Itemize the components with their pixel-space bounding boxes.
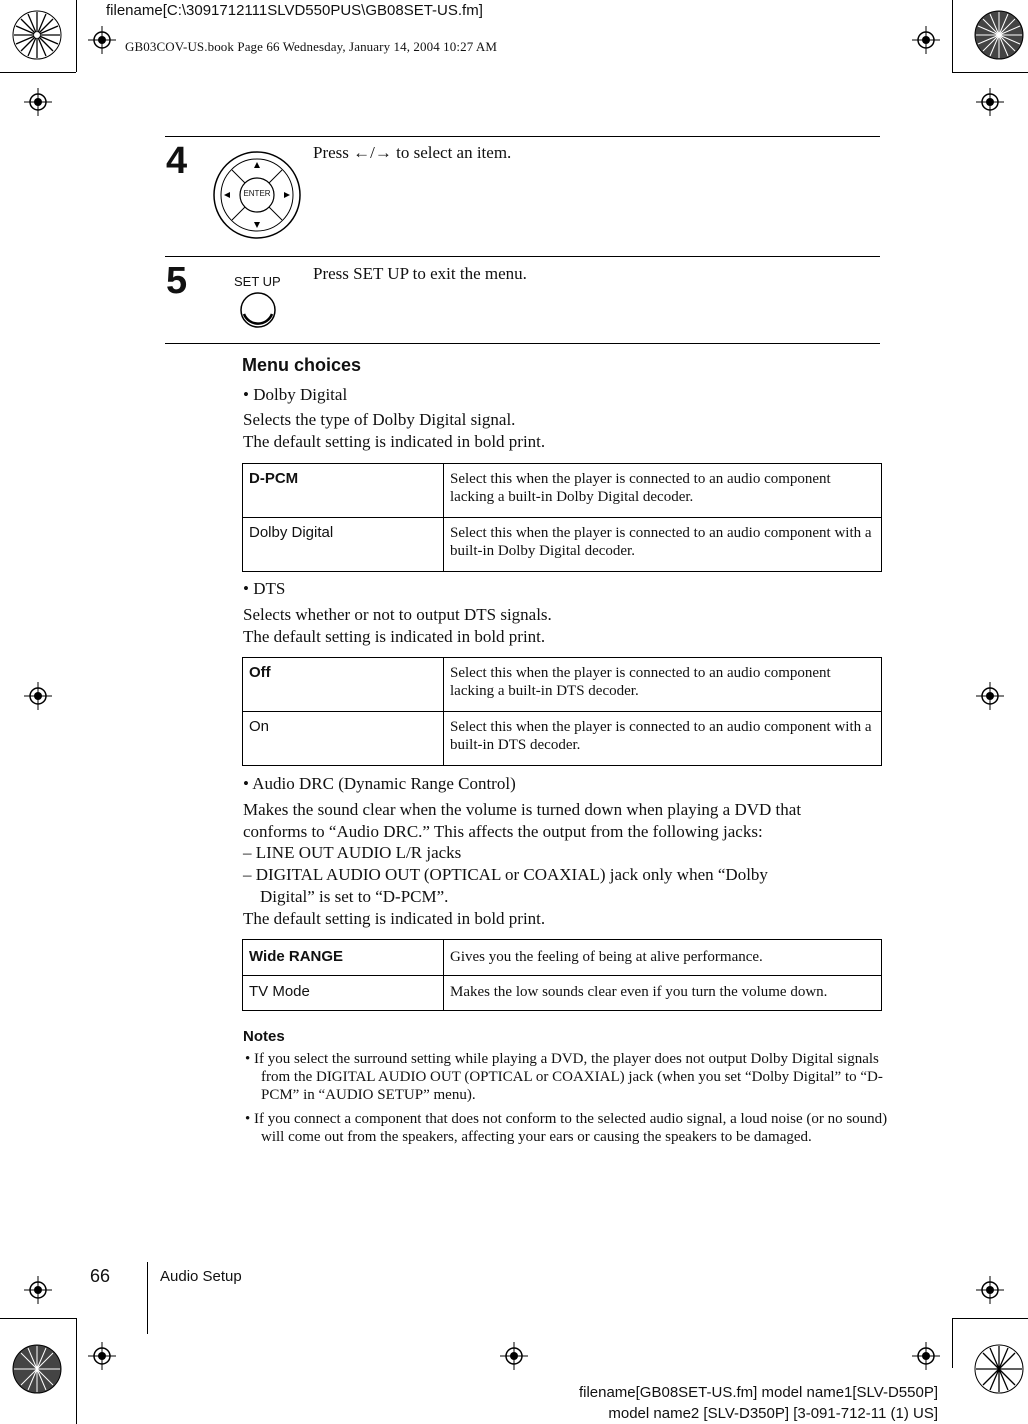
step-5-text: Press SET UP to exit the menu.	[313, 264, 527, 283]
registration-mark	[24, 88, 52, 116]
table-row	[243, 976, 882, 1011]
step-4-text: Press ←/→ to select an item.	[313, 143, 512, 162]
dts-options-table	[242, 657, 882, 766]
registration-mark	[976, 88, 1004, 116]
registration-mark	[912, 26, 940, 54]
dolby-options-table	[242, 463, 882, 572]
drc-jack-item: – LINE OUT AUDIO L/R jacks	[243, 843, 462, 862]
footer-model-line-1: filename[GB08SET-US.fm] model name1[SLV-D550P]	[578, 1384, 938, 1401]
footer-model-line-2: model name2 [SLV-D350P] [3-091-712-11 (1) US]	[608, 1405, 938, 1422]
drc-jack-item-cont: Digital” is set to “D-PCM”.	[260, 887, 449, 906]
registration-mark	[88, 1342, 116, 1370]
drc-text-line: conforms to “Audio DRC.” This affects the output from the following jacks:	[243, 822, 763, 841]
default-note: The default setting is indicated in bold print.	[243, 909, 546, 928]
color-wheel-mark	[12, 1344, 62, 1394]
table-row	[243, 940, 882, 976]
option-description: Select this when the player is connected to an audio component with a built-in DTS decoder.	[444, 712, 882, 766]
registration-mark	[912, 1342, 940, 1370]
registration-mark	[976, 1276, 1004, 1304]
crop-line	[952, 0, 953, 72]
option-name: Wide RANGE	[243, 940, 444, 976]
bullet-dolby-digital: • Dolby Digital	[243, 385, 348, 404]
option-description: Select this when the player is connected to an audio component with a built-in Dolby Digital decoder.	[444, 518, 882, 572]
option-name: On	[243, 712, 444, 766]
section-heading: Menu choices	[242, 355, 362, 375]
notes-title: Notes	[243, 1028, 285, 1045]
crop-line	[76, 0, 77, 72]
color-wheel-mark	[12, 10, 62, 60]
step-divider	[165, 256, 880, 257]
note-item: • If you select the surround setting while playing a DVD, the player does not output Dolby Digital signals from the DIGITAL AUDIO OUT (OPTICAL or COAXIAL) jack (when you set “Dolby Digital” to “D-PCM” in “AUDIO SETUP” menu).	[245, 1051, 883, 1103]
step-number: 5	[166, 260, 188, 302]
registration-mark	[88, 26, 116, 54]
crop-line	[0, 72, 76, 73]
option-description: Select this when the player is connected to an audio component lacking a built-in Dolby Digital decoder.	[444, 464, 882, 518]
step-divider	[165, 136, 880, 137]
option-name: Dolby Digital	[243, 518, 444, 572]
crop-line	[952, 1318, 1028, 1319]
table-row	[243, 518, 882, 572]
crop-line	[952, 72, 1028, 73]
dts-description: Selects whether or not to output DTS signals.	[243, 605, 552, 624]
drc-options-table	[242, 939, 882, 1011]
dolby-description: Selects the type of Dolby Digital signal.	[243, 410, 516, 429]
default-note: The default setting is indicated in bold print.	[243, 432, 546, 451]
note-item: • If you connect a component that does not conform to the selected audio signal, a loud noise (or no sound) will come out from the speakers, affecting your ears or causing the speakers to be damaged.	[245, 1111, 888, 1145]
page-number: 66	[90, 1266, 111, 1286]
setup-button-icon	[238, 290, 278, 330]
option-description: Gives you the feeling of being at alive performance.	[444, 940, 882, 976]
color-wheel-mark	[974, 10, 1024, 60]
header-book-info: GB03COV-US.book Page 66 Wednesday, January 14, 2004 10:27 AM	[125, 39, 498, 54]
footer-section: Audio Setup	[160, 1268, 242, 1285]
option-name: TV Mode	[243, 976, 444, 1011]
option-name: D-PCM	[243, 464, 444, 518]
step-number: 4	[166, 140, 188, 182]
default-note: The default setting is indicated in bold print.	[243, 627, 546, 646]
registration-mark	[24, 682, 52, 710]
table-row	[243, 712, 882, 766]
header-filename: filename[C:\3091712111SLVD550PUS\GB08SET-US.fm]	[106, 2, 483, 19]
bullet-dts: • DTS	[243, 579, 286, 598]
bullet-audio-drc: • Audio DRC (Dynamic Range Control)	[243, 774, 516, 793]
footer-divider	[147, 1262, 148, 1334]
crop-line	[76, 1318, 77, 1424]
crop-line	[952, 1318, 953, 1368]
table-row	[243, 658, 882, 712]
step-divider	[165, 343, 880, 344]
option-description: Makes the low sounds clear even if you turn the volume down.	[444, 976, 882, 1011]
drc-jack-item: – DIGITAL AUDIO OUT (OPTICAL or COAXIAL) jack only when “Dolby	[243, 865, 768, 884]
registration-mark	[500, 1342, 528, 1370]
color-wheel-mark	[974, 1344, 1024, 1394]
crop-line	[0, 1318, 76, 1319]
enter-label: ENTER	[243, 189, 271, 198]
drc-text-line: Makes the sound clear when the volume is turned down when playing a DVD that	[243, 800, 802, 819]
registration-mark	[24, 1276, 52, 1304]
option-description: Select this when the player is connected to an audio component lacking a built-in DTS decoder.	[444, 658, 882, 712]
option-name: Off	[243, 658, 444, 712]
registration-mark	[976, 682, 1004, 710]
table-row	[243, 464, 882, 518]
setup-button-label: SET UP	[234, 274, 281, 289]
